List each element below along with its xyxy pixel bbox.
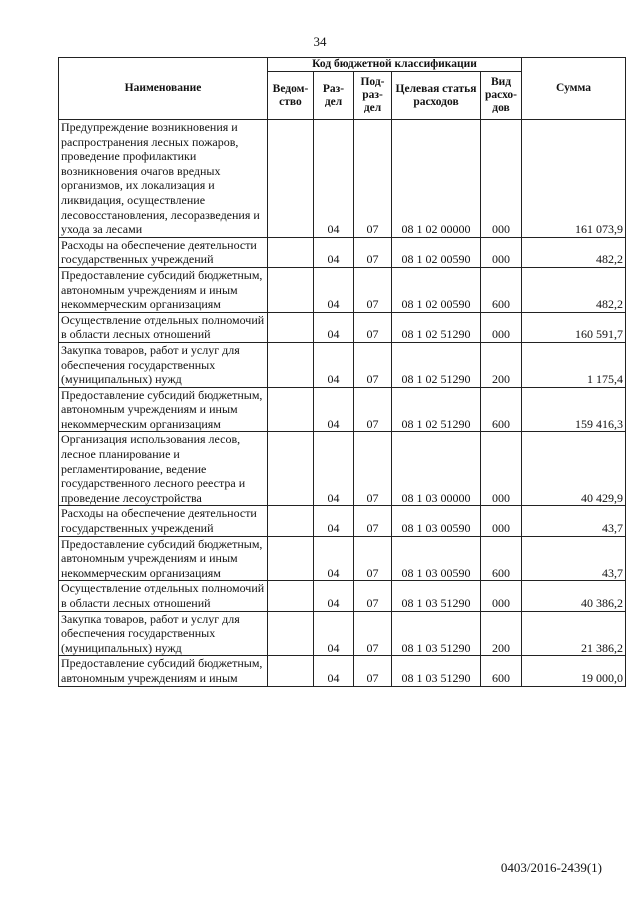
header-name: Наименование — [59, 58, 268, 120]
row-razdel: 04 — [314, 611, 354, 656]
row-razdel: 04 — [314, 387, 354, 432]
row-summa: 482,2 — [522, 267, 626, 312]
header-podrazdel: Под-раз-дел — [354, 72, 392, 120]
table-row — [59, 312, 626, 342]
table-row — [59, 387, 626, 432]
row-name: Предупреждение возникновения и распространения лесных пожаров, проведение профилактики возникновения очагов вредных организмов, их локализация и ликвидация, осуществление лесовосстановления, лесоразведения и ухода за лесами — [59, 120, 268, 238]
row-vid: 600 — [481, 387, 522, 432]
row-vedom — [268, 611, 314, 656]
row-vid: 000 — [481, 312, 522, 342]
row-vedom — [268, 432, 314, 506]
row-razdel: 04 — [314, 581, 354, 611]
row-podrazdel: 07 — [354, 237, 392, 267]
header-summa: Сумма — [522, 58, 626, 120]
row-podrazdel: 07 — [354, 267, 392, 312]
row-razdel: 04 — [314, 656, 354, 686]
row-summa: 161 073,9 — [522, 120, 626, 238]
document-code: 0403/2016-2439(1) — [500, 860, 602, 875]
page-number: 34 — [313, 34, 327, 49]
row-tselevaya: 08 1 02 00590 — [392, 237, 481, 267]
row-razdel: 04 — [314, 432, 354, 506]
row-name: Предоставление субсидий бюджетным, автономным учреждениям и иным — [59, 656, 268, 686]
row-summa: 160 591,7 — [522, 312, 626, 342]
table-row — [59, 506, 626, 536]
row-tselevaya: 08 1 02 00590 — [392, 267, 481, 312]
row-tselevaya: 08 1 03 00590 — [392, 536, 481, 581]
row-summa: 40 429,9 — [522, 432, 626, 506]
header-tselevaya: Целевая статья расходов — [392, 72, 481, 120]
row-podrazdel: 07 — [354, 581, 392, 611]
table-row — [59, 267, 626, 312]
row-podrazdel: 07 — [354, 387, 392, 432]
row-podrazdel: 07 — [354, 611, 392, 656]
row-vid: 600 — [481, 656, 522, 686]
row-podrazdel: 07 — [354, 506, 392, 536]
row-name: Организация использования лесов, лесное планирование и регламентирование, ведение государственного лесного реестра и проведение лесоустройства — [59, 432, 268, 506]
table-row — [59, 611, 626, 656]
header-classification-group: Код бюджетной классификации — [268, 58, 522, 72]
row-vid: 600 — [481, 267, 522, 312]
row-podrazdel: 07 — [354, 342, 392, 387]
row-razdel: 04 — [314, 237, 354, 267]
row-tselevaya: 08 1 03 51290 — [392, 581, 481, 611]
row-name: Расходы на обеспечение деятельности государственных учреждений — [59, 237, 268, 267]
row-vedom — [268, 506, 314, 536]
row-name: Закупка товаров, работ и услуг для обеспечения государственных (муниципальных) нужд — [59, 611, 268, 656]
row-razdel: 04 — [314, 120, 354, 238]
row-summa: 19 000,0 — [522, 656, 626, 686]
row-summa: 40 386,2 — [522, 581, 626, 611]
row-tselevaya: 08 1 03 51290 — [392, 656, 481, 686]
row-name: Предоставление субсидий бюджетным, автономным учреждениям и иным некоммерческим организациям — [59, 536, 268, 581]
row-razdel: 04 — [314, 342, 354, 387]
row-name: Предоставление субсидий бюджетным, автономным учреждениям и иным некоммерческим организациям — [59, 267, 268, 312]
row-summa: 21 386,2 — [522, 611, 626, 656]
row-vid: 200 — [481, 342, 522, 387]
row-razdel: 04 — [314, 312, 354, 342]
header-vid: Вид расхо-дов — [481, 72, 522, 120]
table-row — [59, 120, 626, 238]
table-row — [59, 581, 626, 611]
row-name: Осуществление отдельных полномочий в области лесных отношений — [59, 312, 268, 342]
row-podrazdel: 07 — [354, 312, 392, 342]
row-summa: 482,2 — [522, 237, 626, 267]
row-vid: 000 — [481, 581, 522, 611]
row-summa: 159 416,3 — [522, 387, 626, 432]
row-vedom — [268, 237, 314, 267]
row-tselevaya: 08 1 02 51290 — [392, 387, 481, 432]
row-podrazdel: 07 — [354, 432, 392, 506]
row-vedom — [268, 120, 314, 238]
row-vedom — [268, 581, 314, 611]
row-vedom — [268, 656, 314, 686]
row-tselevaya: 08 1 03 00590 — [392, 506, 481, 536]
row-vid: 000 — [481, 432, 522, 506]
budget-table — [58, 57, 626, 687]
row-tselevaya: 08 1 02 00000 — [392, 120, 481, 238]
row-vedom — [268, 267, 314, 312]
row-vedom — [268, 387, 314, 432]
table-row — [59, 536, 626, 581]
row-tselevaya: 08 1 02 51290 — [392, 342, 481, 387]
row-vedom — [268, 342, 314, 387]
row-summa: 43,7 — [522, 506, 626, 536]
row-podrazdel: 07 — [354, 656, 392, 686]
row-tselevaya: 08 1 03 00000 — [392, 432, 481, 506]
table-row — [59, 237, 626, 267]
row-podrazdel: 07 — [354, 536, 392, 581]
row-vedom — [268, 312, 314, 342]
row-summa: 43,7 — [522, 536, 626, 581]
row-name: Расходы на обеспечение деятельности государственных учреждений — [59, 506, 268, 536]
row-name: Предоставление субсидий бюджетным, автономным учреждениям и иным некоммерческим организациям — [59, 387, 268, 432]
row-vid: 600 — [481, 536, 522, 581]
row-name: Закупка товаров, работ и услуг для обеспечения государственных (муниципальных) нужд — [59, 342, 268, 387]
header-razdel: Раз-дел — [314, 72, 354, 120]
row-vid: 200 — [481, 611, 522, 656]
row-razdel: 04 — [314, 536, 354, 581]
table-row — [59, 656, 626, 686]
row-vid: 000 — [481, 237, 522, 267]
table-row — [59, 432, 626, 506]
row-razdel: 04 — [314, 506, 354, 536]
row-razdel: 04 — [314, 267, 354, 312]
table-row — [59, 342, 626, 387]
row-tselevaya: 08 1 03 51290 — [392, 611, 481, 656]
row-vid: 000 — [481, 506, 522, 536]
row-podrazdel: 07 — [354, 120, 392, 238]
row-tselevaya: 08 1 02 51290 — [392, 312, 481, 342]
row-vedom — [268, 536, 314, 581]
row-summa: 1 175,4 — [522, 342, 626, 387]
row-vid: 000 — [481, 120, 522, 238]
row-name: Осуществление отдельных полномочий в области лесных отношений — [59, 581, 268, 611]
header-vedom: Ведом-ство — [268, 72, 314, 120]
